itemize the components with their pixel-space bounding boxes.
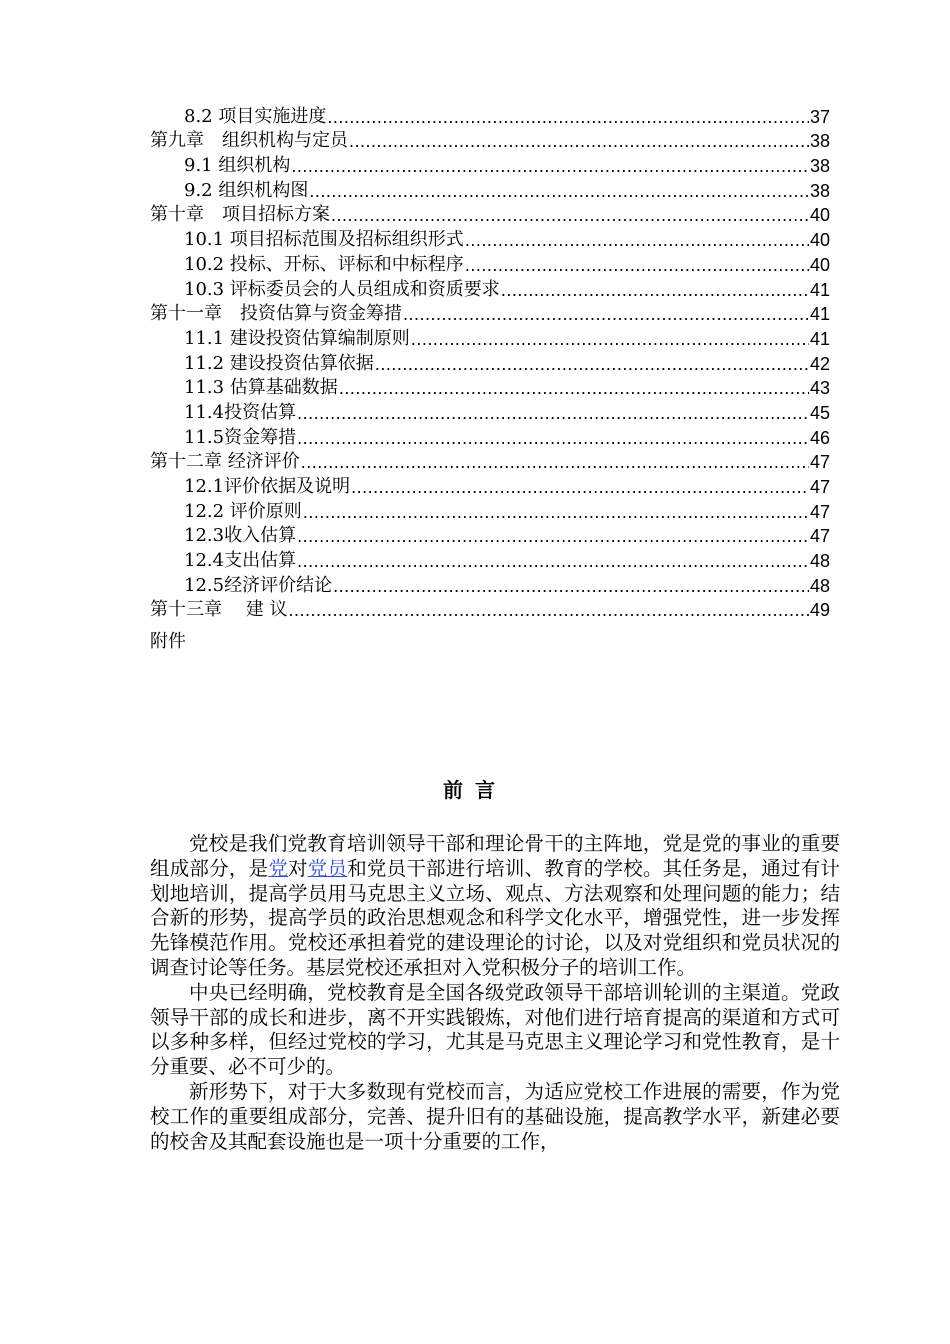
preface-heading: 前言 (443, 778, 507, 802)
toc-leader-dots (303, 500, 809, 524)
toc-entry[interactable] (150, 153, 830, 178)
toc-entry-title: 11.5资金筹措 (184, 426, 297, 448)
toc-entry-title: 8.2 项目实施进度 (184, 105, 327, 127)
toc-entry[interactable] (150, 326, 830, 351)
toc-entry[interactable] (150, 203, 830, 228)
toc-entry-title: 第十二章 经济评价 (150, 451, 300, 473)
toc-leader-dots (351, 475, 809, 499)
toc-leader-dots (297, 524, 809, 548)
toc-entry[interactable] (150, 499, 830, 524)
toc-entry-page: 41 (809, 304, 830, 325)
toc-leader-dots (375, 352, 809, 376)
toc-leader-dots (501, 278, 809, 302)
toc-entry[interactable] (150, 178, 830, 203)
toc-entry-title: 12.3收入估算 (184, 525, 297, 547)
toc-entry[interactable] (150, 548, 830, 573)
toc-leader-dots (309, 179, 809, 203)
appendix-label: 附件 (150, 631, 186, 652)
toc-entry-page: 40 (809, 205, 830, 226)
toc-entry-page: 47 (809, 501, 830, 522)
toc-entry[interactable] (150, 598, 830, 623)
toc-entry[interactable] (150, 400, 830, 425)
toc-entry[interactable] (150, 104, 830, 129)
toc-entry-title: 9.1 组织机构 (184, 155, 291, 177)
toc-leader-dots (297, 426, 809, 450)
toc-entry[interactable] (150, 425, 830, 450)
toc-entry-page: 48 (809, 551, 830, 572)
toc-leader-dots (291, 154, 809, 178)
toc-leader-dots (465, 253, 809, 277)
toc-entry-title: 10.1 项目招标范围及招标组织形式 (184, 229, 464, 251)
toc-entry-page: 48 (809, 575, 830, 596)
toc-entry[interactable] (150, 302, 830, 327)
toc-entry-title: 11.4投资估算 (184, 401, 297, 423)
toc-entry-title: 12.2 评价原则 (184, 500, 302, 522)
toc-entry-page: 41 (809, 328, 830, 349)
toc-entry-page: 46 (809, 427, 830, 448)
toc-leader-dots (331, 203, 809, 227)
toc-entry-title: 11.3 估算基础数据 (184, 377, 338, 399)
preface-paragraph-1: 党校是我们党教育培训领导干部和理论骨干的主阵地，党是党的事业的重要组成部分，是党对党员和党员干部进行培训、教育的学校。其任务是，通过有计划地培训，提高学员用马克思主义立场、观点、方法观察和处理问题的能力；结合新的形势，提高学员的政治思想观念和科学文化水平，增强党性，进一步发挥先锋模范作用。党校还承担着党的建设理论的讨论，以及对党组织和党员状况的调查讨论等任务。基层党校还承担对入党积极分子的培训工作。 (150, 832, 840, 979)
toc-entry-title: 9.2 组织机构图 (184, 179, 309, 201)
toc-entry-page: 45 (809, 402, 830, 423)
toc-entry-page: 47 (809, 477, 830, 497)
toc-entry-page: 37 (809, 106, 830, 127)
toc-leader-dots (297, 401, 809, 425)
toc-entry[interactable] (150, 277, 830, 302)
preface-paragraph-2: 中央已经明确，党校教育是全国各级党政领导干部培训轮训的主渠道。党政领导干部的成长和进步，离不开实践锻炼，对他们进行培育提高的渠道和方式可以多种多样，但经过党校的学习，尤其是马克思主义理论学习和党性教育，是十分重要、必不可少的。 (150, 980, 840, 1079)
toc-entry[interactable] (150, 129, 830, 154)
party-link[interactable]: 党 (268, 856, 289, 880)
toc-entry[interactable] (150, 474, 830, 499)
toc-entry-page: 49 (809, 600, 830, 621)
toc-entry-title: 12.4支出估算 (184, 550, 297, 572)
toc-entry-page: 47 (809, 452, 830, 473)
toc-entry[interactable] (150, 573, 830, 598)
preface-body (150, 832, 840, 1154)
party-member-link[interactable]: 党员 (307, 856, 348, 880)
toc-entry-title: 第九章 组织机构与定员 (150, 130, 348, 152)
toc-entry-page: 38 (809, 156, 830, 177)
toc-entry[interactable] (150, 227, 830, 252)
toc-leader-dots (288, 598, 809, 622)
toc-entry-title: 第十三章 建 议 (150, 599, 288, 621)
toc-leader-dots (411, 327, 809, 351)
toc-entry[interactable] (150, 252, 830, 277)
toc-leader-dots (403, 302, 809, 326)
toc-leader-dots (327, 105, 809, 129)
toc-entry-title: 12.5经济评价结论 (184, 574, 333, 596)
toc-entry-title: 12.1评价依据及说明 (184, 476, 351, 497)
toc-leader-dots (301, 450, 809, 474)
toc-entry[interactable] (150, 450, 830, 475)
toc-entry-title: 10.2 投标、开标、评标和中标程序 (184, 253, 464, 275)
toc-entry-title: 11.2 建设投资估算依据 (184, 352, 374, 374)
toc-leader-dots (333, 574, 809, 598)
toc-entry-page: 42 (809, 353, 830, 374)
toc-leader-dots (339, 376, 809, 400)
toc-entry-page: 38 (809, 180, 830, 201)
toc-entry-page: 47 (809, 526, 830, 547)
toc-entry-title: 第十一章 投资估算与资金筹措 (150, 303, 402, 325)
toc-entry-title: 11.1 建设投资估算编制原则 (184, 327, 410, 349)
toc-entry-page: 40 (809, 254, 830, 275)
toc-entry-page: 43 (809, 378, 830, 399)
toc-entry[interactable] (150, 376, 830, 401)
toc-leader-dots (465, 228, 809, 252)
toc-leader-dots (297, 549, 809, 573)
table-of-contents (150, 104, 830, 622)
toc-entry-title: 第十章 项目招标方案 (150, 204, 330, 226)
toc-entry[interactable] (150, 351, 830, 376)
preface-paragraph-3: 新形势下，对于大多数现有党校而言，为适应党校工作进展的需要，作为党校工作的重要组成部分，完善、提升旧有的基础设施，提高教学水平，新建必要的校舍及其配套设施也是一项十分重要的工作， (150, 1079, 840, 1153)
toc-entry-page: 41 (809, 279, 830, 300)
toc-entry-page: 38 (809, 131, 830, 152)
toc-entry-title: 10.3 评标委员会的人员组成和资质要求 (184, 278, 500, 300)
toc-entry[interactable] (150, 524, 830, 549)
toc-entry-page: 40 (809, 230, 830, 251)
toc-leader-dots (349, 129, 809, 153)
